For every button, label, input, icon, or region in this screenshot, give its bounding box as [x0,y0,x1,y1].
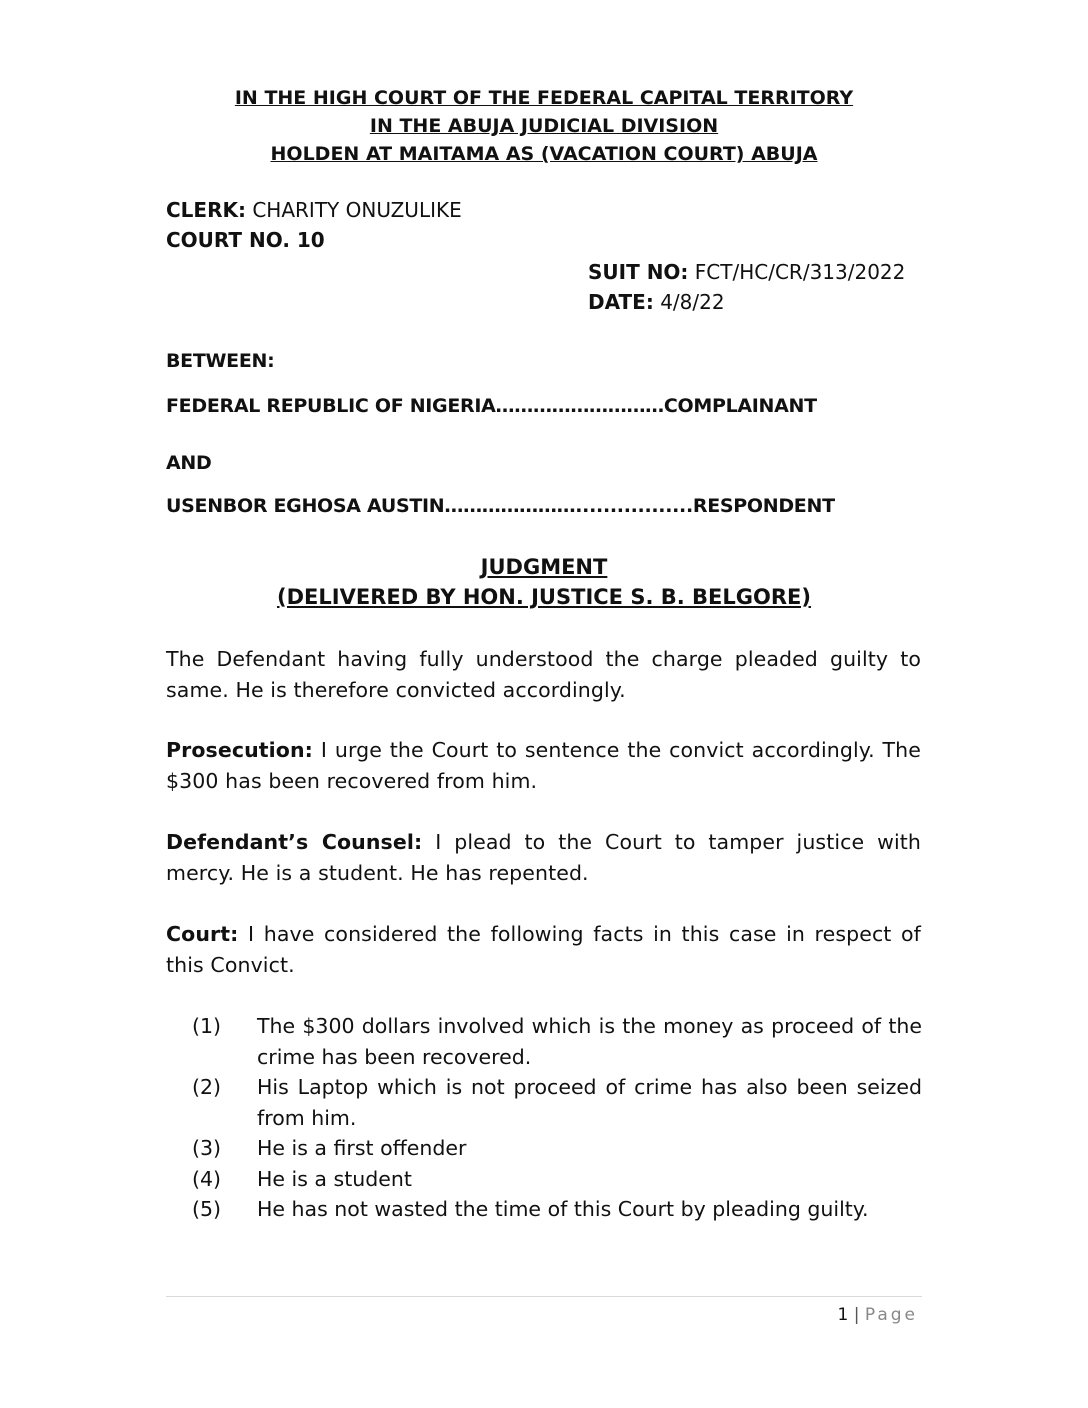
court-label: Court: [166,922,239,946]
list-item [192,1194,922,1225]
and-label: AND [166,452,212,474]
court-header-line-3: HOLDEN AT MAITAMA AS (VACATION COURT) ABUJA [270,143,818,165]
list-item [192,1011,922,1072]
footer-separator: | [853,1305,860,1325]
list-item-text: He is a student [257,1166,412,1191]
suit-number-line [588,260,905,284]
suit-number-label: SUIT NO: [588,260,689,284]
date-line [588,290,725,314]
respondent-line: USENBOR EGHOSA AUSTIN………………….................RESPONDENT [166,495,835,517]
clerk-line [166,198,462,222]
clerk-label: CLERK: [166,198,246,222]
list-item-text: His Laptop which is not proceed of crime has also been seized from him. [257,1075,922,1130]
clerk-name: CHARITY ONUZULIKE [252,198,462,222]
defence-text: I plead to the Court to tamper justice with mercy. He is a student. He has repented. [166,830,922,885]
defence-label: Defendant’s Counsel: [166,830,423,854]
complainant-line: FEDERAL REPUBLIC OF NIGERIA………………………COMPLAINANT [166,395,817,417]
list-item-text: He is a first offender [257,1136,467,1160]
court-header-line-1: IN THE HIGH COURT OF THE FEDERAL CAPITAL TERRITORY [234,87,854,109]
judgment-subtitle: (DELIVERED BY HON. JUSTICE S. B. BELGORE) [277,585,811,609]
list-item-number: (1) [192,1014,222,1038]
list-item-number: (5) [192,1197,222,1221]
footer-divider [166,1296,922,1297]
court-header-line-2: IN THE ABUJA JUDICIAL DIVISION [369,115,719,137]
prosecution-text: I urge the Court to sentence the convict accordingly. The $300 has been recovered from him. [166,738,921,793]
judgment-title: JUDGMENT [480,555,608,579]
list-item-text: He has not wasted the time of this Court by pleading guilty. [257,1197,869,1221]
list-item [192,1164,922,1195]
list-item-number: (4) [192,1166,222,1191]
list-item-text: The $300 dollars involved which is the money as proceed of the crime has been recovered. [257,1014,922,1069]
between-label: BETWEEN: [166,350,275,372]
paragraph-prosecution [166,735,921,796]
paragraph-court [166,919,921,980]
list-item [192,1133,922,1164]
page-footer [837,1303,918,1327]
page-number: 1 [837,1305,849,1325]
date-label: DATE: [588,290,654,314]
paragraph-conviction: The Defendant having fully understood the charge pleaded guilty to same. He is therefore convicted accordingly. [166,647,921,702]
court-header [166,84,922,168]
list-item [192,1072,922,1133]
facts-list [192,1011,922,1225]
court-number: COURT NO. 10 [166,228,325,252]
suit-number-value: FCT/HC/CR/313/2022 [694,260,906,284]
paragraph-defence [166,827,921,888]
court-text: I have considered the following facts in this case in respect of this Convict. [166,922,921,977]
date-value: 4/8/22 [660,290,725,314]
judgment-heading [166,552,922,612]
list-item-number: (2) [192,1075,222,1099]
page-word: Page [864,1305,918,1325]
list-item-number: (3) [192,1136,222,1160]
prosecution-label: Prosecution: [166,738,313,762]
